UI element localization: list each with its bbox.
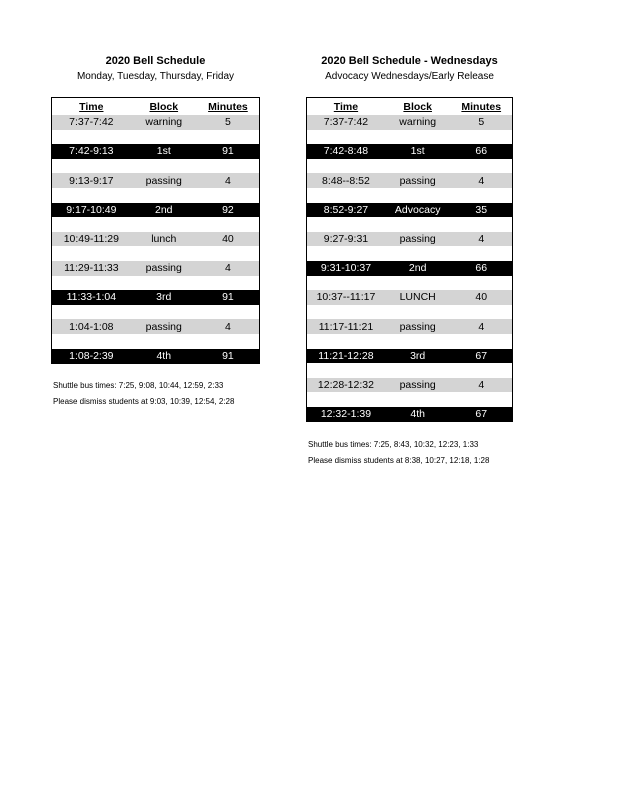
minutes-cell: 91 bbox=[222, 145, 234, 158]
dismiss-note: Please dismiss students at 8:38, 10:27, 12:18, 1:28 bbox=[308, 456, 490, 465]
table-row bbox=[307, 115, 512, 130]
table-row bbox=[307, 319, 512, 334]
schedule-subtitle: Advocacy Wednesdays/Early Release bbox=[325, 71, 494, 82]
bell-schedule-table bbox=[51, 97, 260, 364]
minutes-cell: 5 bbox=[225, 116, 231, 129]
time-cell: 7:42-8:48 bbox=[323, 145, 369, 158]
time-cell: 8:52-9:27 bbox=[323, 203, 369, 216]
block-cell: Advocacy bbox=[394, 203, 441, 216]
table-row bbox=[307, 290, 512, 305]
table-row bbox=[52, 319, 259, 334]
row-spacer bbox=[307, 334, 512, 349]
block-cell: passing bbox=[399, 378, 436, 391]
row-spacer bbox=[307, 392, 512, 407]
minutes-cell: 67 bbox=[475, 408, 488, 421]
block-cell: 4th bbox=[410, 408, 425, 421]
time-cell: 12:32-1:39 bbox=[320, 408, 372, 421]
schedule-subtitle: Monday, Tuesday, Thursday, Friday bbox=[76, 71, 235, 82]
table-row bbox=[307, 378, 512, 393]
row-spacer bbox=[307, 276, 512, 291]
minutes-cell: 4 bbox=[478, 174, 485, 187]
table-row bbox=[307, 232, 512, 247]
column-header-minutes: Minutes bbox=[461, 100, 502, 113]
time-cell: 7:37-7:42 bbox=[69, 116, 114, 129]
row-spacer bbox=[307, 130, 512, 145]
row-spacer bbox=[307, 188, 512, 203]
time-cell: 1:08-2:39 bbox=[69, 349, 114, 362]
table-row bbox=[307, 144, 512, 159]
column-header-block: Block bbox=[149, 100, 179, 113]
row-spacer bbox=[52, 305, 259, 320]
row-spacer bbox=[307, 159, 512, 174]
table-row bbox=[52, 203, 259, 218]
minutes-cell: 5 bbox=[478, 116, 485, 129]
row-spacer bbox=[52, 130, 259, 145]
block-cell: 3rd bbox=[410, 349, 426, 362]
row-spacer bbox=[52, 276, 259, 291]
block-cell: passing bbox=[399, 320, 436, 333]
time-cell: 10:49-11:29 bbox=[63, 233, 119, 246]
shuttle-bus-note: Shuttle bus times: 7:25, 9:08, 10:44, 12:59, 2:33 bbox=[53, 381, 224, 390]
column-header-time: Time bbox=[79, 100, 104, 113]
schedule-title: 2020 Bell Schedule - Wednesdays bbox=[321, 55, 498, 67]
bell-schedule-table bbox=[306, 97, 513, 422]
block-cell: passing bbox=[145, 320, 182, 333]
block-cell: warning bbox=[145, 116, 183, 129]
column-header-minutes: Minutes bbox=[208, 100, 248, 113]
table-row bbox=[52, 349, 259, 364]
minutes-cell: 4 bbox=[225, 174, 231, 187]
minutes-cell: 40 bbox=[222, 233, 234, 246]
time-cell: 9:17-10:49 bbox=[66, 203, 117, 216]
table-row bbox=[52, 290, 259, 305]
column-header-time: Time bbox=[333, 100, 359, 113]
table-body bbox=[307, 115, 512, 421]
row-spacer bbox=[307, 217, 512, 232]
minutes-cell: 67 bbox=[475, 349, 488, 362]
minutes-cell: 66 bbox=[475, 145, 488, 158]
table-body bbox=[52, 115, 259, 363]
time-cell: 11:33-1:04 bbox=[66, 291, 117, 304]
time-cell: 9:27-9:31 bbox=[323, 233, 369, 246]
row-spacer bbox=[307, 363, 512, 378]
table-row bbox=[52, 261, 259, 276]
minutes-cell: 4 bbox=[225, 262, 231, 275]
block-cell: 1st bbox=[410, 145, 425, 158]
block-cell: warning bbox=[399, 116, 437, 129]
schedule-notes bbox=[308, 437, 489, 469]
time-cell: 9:31-10:37 bbox=[320, 262, 372, 275]
row-spacer bbox=[52, 217, 259, 232]
table-row bbox=[52, 173, 259, 188]
table-row bbox=[52, 232, 259, 247]
shuttle-bus-note: Shuttle bus times: 7:25, 8:43, 10:32, 12:23, 1:33 bbox=[308, 440, 479, 449]
row-spacer bbox=[52, 159, 259, 174]
time-cell: 11:21-12:28 bbox=[318, 349, 374, 362]
table-row bbox=[307, 261, 512, 276]
block-cell: 2nd bbox=[408, 262, 427, 275]
block-cell: lunch bbox=[151, 233, 177, 246]
minutes-cell: 4 bbox=[478, 378, 485, 391]
minutes-cell: 4 bbox=[478, 320, 485, 333]
block-cell: passing bbox=[399, 233, 436, 246]
block-cell: passing bbox=[399, 174, 436, 187]
dismiss-note: Please dismiss students at 9:03, 10:39, 12:54, 2:28 bbox=[53, 397, 235, 406]
time-cell: 9:13-9:17 bbox=[69, 174, 114, 187]
schedule-notes bbox=[53, 378, 234, 410]
minutes-cell: 66 bbox=[475, 262, 488, 275]
table-row bbox=[307, 407, 512, 422]
column-header-block: Block bbox=[403, 100, 432, 113]
row-spacer bbox=[52, 334, 259, 349]
time-cell: 8:48--8:52 bbox=[322, 174, 370, 187]
block-cell: 2nd bbox=[155, 203, 173, 216]
time-cell: 11:17-11:21 bbox=[318, 320, 374, 333]
row-spacer bbox=[52, 246, 259, 261]
minutes-cell: 92 bbox=[222, 203, 234, 216]
table-row bbox=[307, 173, 512, 188]
time-cell: 7:42-9:13 bbox=[69, 145, 114, 158]
block-cell: LUNCH bbox=[399, 291, 436, 304]
table-row bbox=[52, 115, 259, 130]
schedule-title: 2020 Bell Schedule bbox=[105, 55, 206, 67]
minutes-cell: 91 bbox=[222, 291, 234, 304]
time-cell: 11:29-11:33 bbox=[64, 262, 119, 275]
block-cell: 3rd bbox=[156, 291, 172, 304]
time-cell: 7:37-7:42 bbox=[323, 116, 369, 129]
row-spacer bbox=[307, 246, 512, 261]
table-row bbox=[307, 349, 512, 364]
block-cell: passing bbox=[145, 174, 182, 187]
block-cell: passing bbox=[145, 262, 182, 275]
minutes-cell: 91 bbox=[222, 349, 234, 362]
table-row bbox=[52, 144, 259, 159]
time-cell: 1:04-1:08 bbox=[69, 320, 114, 333]
minutes-cell: 4 bbox=[478, 233, 485, 246]
row-spacer bbox=[52, 188, 259, 203]
time-cell: 12:28-12:32 bbox=[317, 378, 374, 391]
minutes-cell: 4 bbox=[225, 320, 231, 333]
table-row bbox=[307, 203, 512, 218]
row-spacer bbox=[307, 305, 512, 320]
block-cell: 4th bbox=[156, 349, 172, 362]
time-cell: 10:37--11:17 bbox=[316, 291, 376, 304]
minutes-cell: 40 bbox=[475, 291, 488, 304]
minutes-cell: 35 bbox=[475, 203, 488, 216]
table-header bbox=[307, 98, 512, 115]
table-header bbox=[52, 98, 259, 115]
block-cell: 1st bbox=[156, 145, 171, 158]
